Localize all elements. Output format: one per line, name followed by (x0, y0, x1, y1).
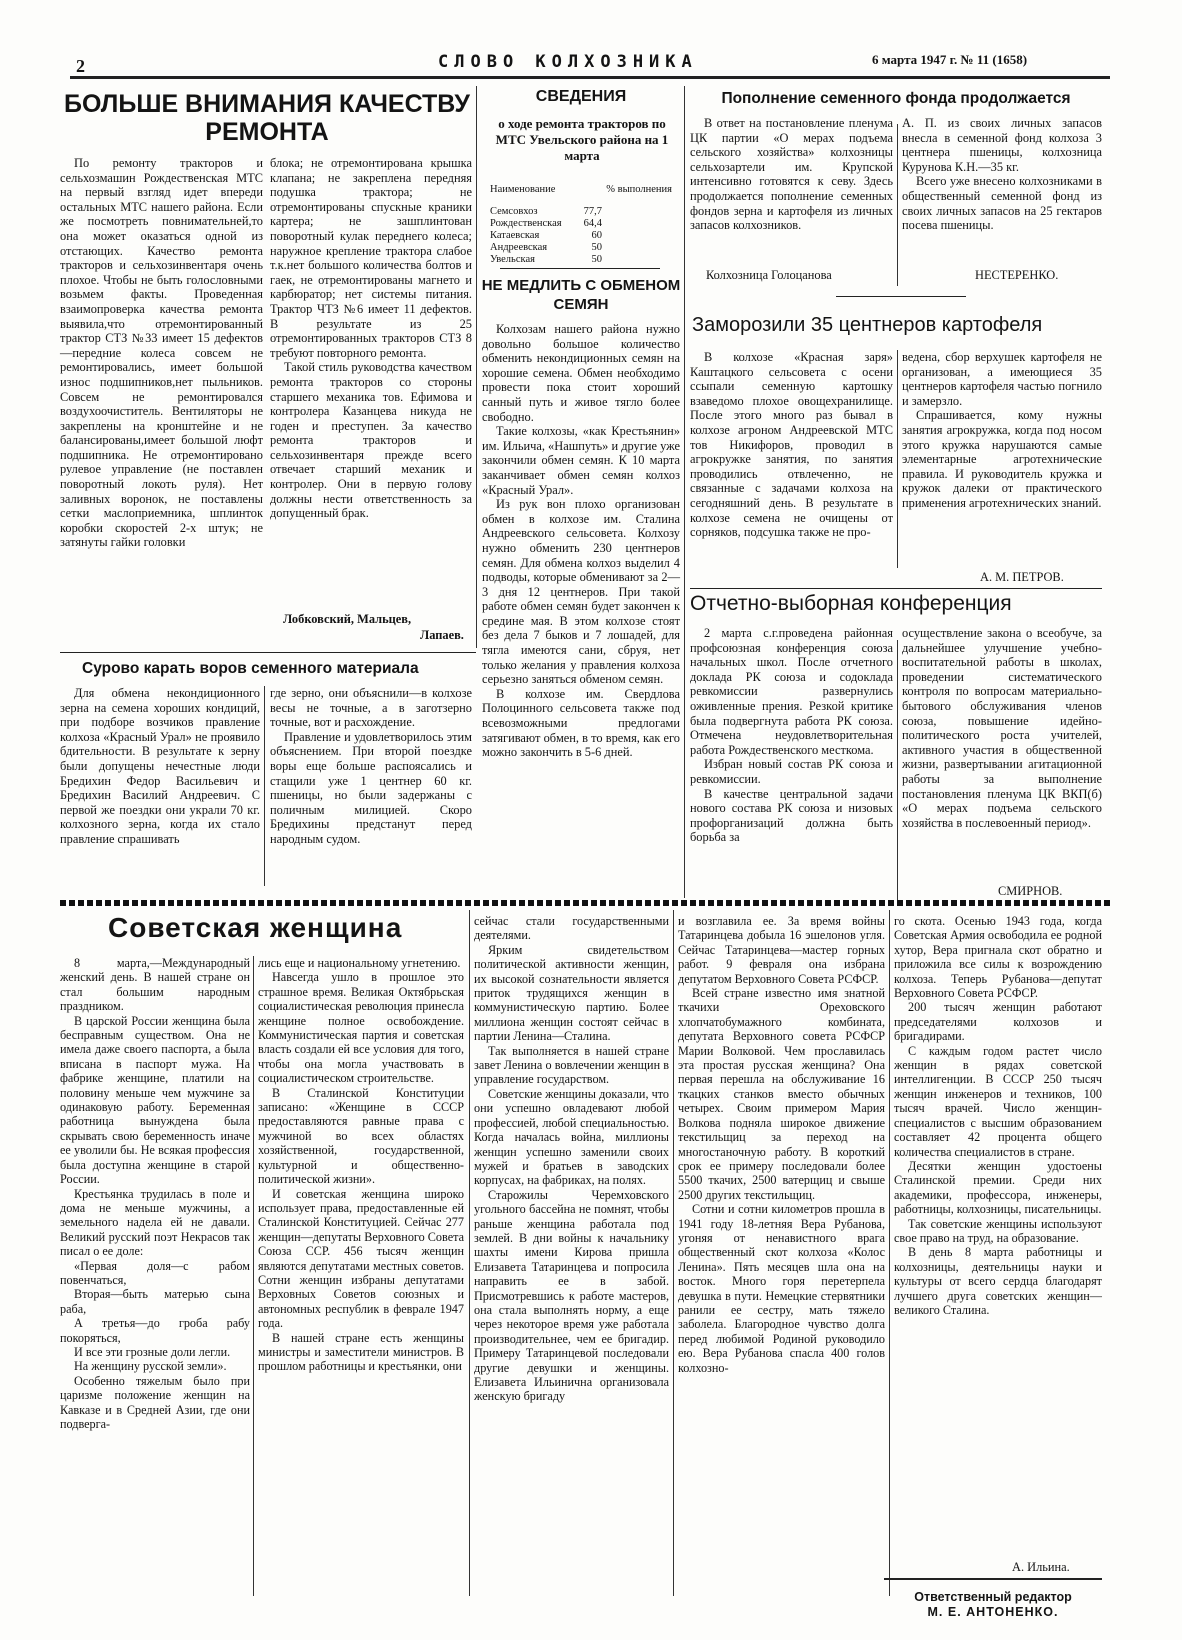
fond-rule (836, 296, 966, 297)
zamorozili-title: Заморозили 35 центнеров картофеля (692, 314, 1043, 336)
editor-block (884, 1590, 1102, 1620)
paragraph: Навсегда ушло в прошлое это страшное время. Великая Октябрьская социалистическая революция принесла женщине полное освобождение. Коммунистическая партия и советская власть создали ей все условия для того, чтобы она могла участвовать в социалистическом строительстве. (258, 970, 464, 1086)
paragraph: Так советские женщины используют свое право на труд, на образование. (894, 1216, 1102, 1245)
table-header-name: Наименование (490, 184, 556, 195)
col-rule-z1 (253, 956, 254, 1596)
paragraph: Спрашивается, кому нужны занятия агрокружка, когда под носом этого кружка нарушаются самые элементарные агротехнические правила. И руководитель кружка и кружок далеки от практического применения агротехнических знаний. (902, 408, 1102, 510)
paragraph: Старожилы Черемховского угольного бассейна не помнят, чтобы раньше женщина работала под землей. В дни войны к начальнику шахты имени Кирова пришла Елизавета Татаринцева и попросила направить ее в забой. Присмотревшись к работе мастеров, она стала выполнять норму, а еще через некоторое время уже работала производительнее, чем ее бригадир. Примеру Татаринцевой последовали другие девушки и женщины. Елизавета Ильинична организовала женскую бригаду (474, 1187, 669, 1404)
col-rule-1 (476, 86, 477, 648)
paragraph: Всего уже внесено колхозниками в общественный семенной фонд из своих личных запасов на 25 гектаров посева пшеницы. (902, 174, 1102, 233)
paragraph: Сотни и сотни километров прошла в 1941 году 18-летняя Вера Рубанова, угоняя от ненавистного врага общественный скот колхоза «Колос Ленина». Пять месяцев шла она на восток. Много горя перетерпела девушка в пути. Немецкие стервятники ранили ее сестру, мать тяжело заболела. Благородное чувство долга перед любимой Родиной руководило ею. Вера Рубанова спасла 400 голов колхозно- (678, 1202, 885, 1375)
paragraph: Избран новый состав РК союза и ревкомиссии. (690, 757, 893, 786)
paragraph: Всей стране известно имя знатной ткачихи Ореховского хлопчатобумажного комбината, депутата Верховного совета РСФСР Марии Волковой. Чем прославилась эта простая русская женщина? Она первая перешла на обслуживание 16 ткацких станков вместо обычных четырех. Своим примером Мария Волкова подняла широкое движение текстильщиц за переход на многостаночную работу. В короткий срок ее примеру последовали более 5500 ткачих, 2500 ватерщиц и свыше 2500 других текстильщиц. (678, 986, 885, 1202)
fond-signature-1: Колхозница Голоцанова (706, 268, 832, 282)
col-rule-3 (897, 124, 898, 286)
col-rule-z3 (673, 910, 674, 1596)
table-header-pct: % выполнения (606, 184, 672, 195)
verse-line: Вторая—быть матерью сына раба, (60, 1287, 250, 1316)
paragraph: блока; не отремонтирована крышка клапана; не закреплена передняя подушка трактора; не отремонтированы спускные краники картера; не зашплинтован поворотный кулак переднего колеса; наружное крепление трактора слабое т.к.нет большого количества болтов и гаек, не отремонтированы магнето и карбюратор; нет системы питания. Трактор ЧТЗ №6 имеет 11 дефектов. В результате из 25 отремонтированных тракторов СТЗ 8 требуют повторного ремонта. (270, 156, 472, 360)
editor-label: Ответственный редактор (914, 1590, 1072, 1604)
paragraph: По ремонту тракторов и сельхозмашин Рождественская МТС на первый взгляд идет впереди остальных МТС нашего района. Если же посмотреть повнимательней,то она может оказаться одной из отстающих. Качество ремонта тракторов и сельхозинвентаря очень плохое. Чтобы не быть голословными возьмем факты. Проведенная взаимопроверка качества ремонта выявила,что отремонтированный трактор СТЗ №33 имеет 15 дефектов—передние колеса совсем не ремонтировались, имеет большой износ подшипников,нет пыльников. Совсем не ремонтировался воздухоочиститель. Вентиляторы не закреплены на кронштейне и не балансированы,имеет большой люфт подшипника. Не отремонтировано рулевое управление (не поставлен поворотный локоть руля). Нет заливных воронок, не поставлены сетки маслоприемника, шплинток коробки скоростей 2-х штук; не затянуты гайки головки (60, 156, 263, 550)
article-repair-title-line1: БОЛЬШЕ ВНИМАНИЯ КАЧЕСТВУ (64, 90, 470, 118)
table-row: Рождественская 64,4 (490, 218, 602, 229)
konf-title: Отчетно-выборная конференция (690, 592, 1012, 615)
vory-col2 (270, 686, 472, 847)
paragraph: 8 марта,—Международный женский день. В нашей стране он стал большим народным праздником. (60, 956, 250, 1014)
svedeniya-subtitle: о ходе ремонта тракторов по МТС Увельского района на 1 марта (495, 116, 669, 163)
table-row: Увельская 50 (490, 254, 602, 265)
paragraph: Колхозам нашего района нужно довольно большое количество обменить некондиционных семян на хорошие семена. Обмен необходимо провести пока стоит хороший санный путь и живое тягло более свободно. (482, 322, 680, 424)
fond-col2 (902, 116, 1102, 233)
table-header-row (488, 184, 674, 196)
paragraph: Ярким свидетельством политической активности женщин, их высокой сознательности является приток трудящихся женщин в коммунистическую партию. Более миллиона женщин состоят сейчас в партии Ленина—Сталина. (474, 942, 669, 1044)
zhenshchina-col5 (894, 914, 1102, 1317)
zamorozili-rule (690, 588, 1102, 589)
paragraph: В царской России женщина была бесправным существом. Она не имела даже своего паспорта, а была вписана в паспорт мужа. На фабрике женщине, платили на половину меньше чем мужчине за одинаковую работу. Беременная работница вынуждена была скрывать свою беременность иначе ее уволили бы. Не всякая профессия была доступна женщине в старой России. (60, 1013, 250, 1187)
vory-top-rule (60, 652, 476, 653)
paragraph: В ответ на постановление пленума ЦК партии «О мерах подъема сельского хозяйства» колхозницы сельхозартели им. Крупской интенсивно готовятся к севу. Здесь продолжается пополнение семенных фондов зерна и картофеля из личных запасов колхозников. (690, 116, 893, 233)
verse-line: На женщину русской земли». (74, 1359, 227, 1374)
zhenshchina-col3 (474, 914, 669, 1404)
obmen-body (482, 322, 680, 760)
vory-title: Сурово карать воров семенного материала (82, 660, 419, 677)
col-rule-4 (897, 350, 898, 568)
editor-rule (884, 1578, 1102, 1580)
verse-line: И все эти грозные доли легли. (74, 1344, 231, 1359)
obmen-title: НЕ МЕДЛИТЬ С ОБМЕНОМ СЕМЯН (481, 277, 681, 313)
verse-line: А третья—до гроба рабу покоряться, (60, 1316, 250, 1345)
col-rule-5 (897, 640, 898, 902)
col-rule-z2 (469, 910, 470, 1596)
zamorozili-signature: А. М. ПЕТРОВ. (980, 570, 1064, 584)
article-repair-signature-2: Лапаев. (420, 628, 464, 642)
paragraph: ведена, сбор верхушек картофеля не организован, а имеющиеся 35 центнеров картофеля частью погнило и замерзло. (902, 350, 1102, 408)
article-repair-col1 (60, 156, 263, 550)
paragraph: В Сталинской Конституции записано: «Женщине в СССР предоставляются равные права с мужчиной во всех областях хозяйственной, государственной, культурной и общественно-политической жизни». (258, 1085, 464, 1187)
zamorozili-col2 (902, 350, 1102, 511)
paragraph: Советские женщины доказали, что они успешно овладевают любой профессией, любой специальностью. Когда началась война, миллионы женщин успешно заменили своих мужей и братьев в заводских корпусах, на фабриках, на полях. (474, 1086, 669, 1188)
table-row: Андреевская 50 (490, 242, 602, 253)
paragraph: А. П. из своих личных запасов внесла в семенной фонд колхоза 3 центнера пшеницы, колхозница Курунова К.Н.—35 кг. (902, 116, 1102, 174)
paragraph: Правление и удовлетворилось этим объяснением. При второй поездке воры еще больше распоясались и стащили уже 1 центнер 60 кг. пшеницы, но были задержаны с поличным милицией. Скоро Бредихины предстанут перед народным судом. (270, 729, 472, 846)
paragraph: где зерно, они объяснили—в колхозе весы не точные, а в заготзерно точные, вот и расхождение. (270, 686, 472, 730)
svedeniya-title: СВЕДЕНИЯ (535, 88, 627, 105)
page-number: 2 (76, 56, 85, 76)
zhenshchina-title: Советская женщина (108, 912, 403, 943)
paragraph: сейчас стали государственными деятелями. (474, 914, 669, 943)
paragraph: и возглавила ее. За время войны Татаринцева добыла 16 эшелонов угля. Сейчас Татаринцева—мастер горных работ. 9 февраля она избрана депутатом Верховного Совета РСФСР. (678, 914, 885, 986)
article-repair-title (60, 90, 474, 146)
paragraph: Крестьянка трудилась в поле и дома не меньше мужчины, а земельного надела ей не давали. Великий русский поэт Некрасов так писал о ее доле: (60, 1186, 250, 1259)
paragraph: 200 тысяч женщин работают председателями колхозов и бригадирами. (894, 1000, 1102, 1044)
fond-signature-2: НЕСТЕРЕНКО. (975, 268, 1059, 282)
zhenshchina-col4 (678, 914, 885, 1375)
zhenshchina-col1 (60, 956, 250, 1431)
paragraph: В день 8 марта работницы и колхозницы, деятельницы науки и культуры от всего сердца благодарят лучшего друга советских женщин—великого Сталина. (894, 1245, 1102, 1317)
article-repair-col2 (270, 156, 472, 521)
section-divider (60, 900, 1110, 906)
article-repair-title-line2: РЕМОНТА (205, 118, 329, 146)
paragraph: Десятки женщин удостоены Сталинской премии. Среди них академики, профессора, инженеры, работницы, колхозницы, писательницы. (894, 1158, 1102, 1217)
issue-date: 6 марта 1947 г. № 11 (1658) (872, 52, 1028, 67)
fond-title: Пополнение семенного фонда продолжается (721, 90, 1071, 107)
article-repair-signature-1: Лобковский, Мальцев, (283, 612, 412, 626)
konf-signature: СМИРНОВ. (998, 884, 1063, 898)
verse-line: «Первая доля—с рабом повенчаться, (60, 1258, 250, 1287)
paragraph: Для обмена некондиционного зерна на семена хороших кондиций, при подборе возчиков правление колхоза «Красный Урал» не проявило бдительности. В результате к зерну были допущены нечестные люди Бредихин Федор Васильевич и Бредихин Василий Андреевич. С первой же поездки они украли 70 кг. колхозного зерна, когда их стало правление спрашивать (60, 686, 260, 846)
masthead-rule (70, 76, 1110, 79)
col-rule-z4 (889, 910, 890, 1596)
paragraph: В качестве центральной задачи нового состава РК союза и низовых профорганизаций должна быть борьба за (690, 786, 893, 845)
paragraph: лись еще и национальному угнетению. (258, 956, 461, 970)
paragraph: В колхозе «Красная заря» Каштацкого сельсовета с осени ссыпали семенную картошку взаведомо плохое овощехранилище. После этого много раз бывал в колхозе агроном Андреевской МТС тов Никифоров, проводил в агрокружке занятия, по занятия проводились отвлеченно, не связанные с задачами колхоза на сегодняшний день. В результате в колхозе семена не очищены от сорняков, подсушка также не про- (690, 350, 893, 540)
paragraph: Такие колхозы, «как Крестьянин» им. Ильича, «Нашпуть» и другие уже закончили обмен семян. К 10 марта заканчивает обмен семян колхоз «Красный Урал». (482, 424, 680, 497)
zhenshchina-signature: А. Ильина. (1012, 1560, 1070, 1574)
svedeniya-table (488, 184, 674, 266)
paragraph: В нашей стране есть женщины министры и заместители министров. В прошлом работницы и крестьянки, они (258, 1330, 464, 1374)
vory-col1 (60, 686, 260, 847)
konf-col1 (690, 626, 893, 845)
paragraph: осуществление закона о всеобуче, за дальнейшее улучшение учебно-воспитательной работы в школах, проведении систематического контроля по вопросам материально-бытового обслуживания членов союза, повышение идейно-политического роста учителей, активного участия в общественной жизни, развертывании агитационной работы за выполнение постановления пленума ЦК ВКП(б) «О мерах подъема сельского хозяйства в послевоенный период». (902, 626, 1102, 830)
paragraph: С каждым годом растет число женщин в рядах советской интеллигенции. В СССР 250 тысяч женщин инженеров и техников, 100 тысяч врачей. Число женщин-специалистов с высшим образованием составляет 42 процента общего количества специалистов в стране. (894, 1043, 1102, 1159)
paragraph: Так выполняется в нашей стране завет Ленина о вовлечении женщин в управление государством. (474, 1043, 669, 1087)
paragraph: Такой стиль руководства качеством ремонта тракторов со стороны старшего механика тов. Ефимова и контролера Казанцева никуда не годен и преступен. За качество ремонта тракторов и сельхозинвентаря прежде всего отвечает старший механик и контролер. Они в первую голову должны нести ответственность за допущенный брак. (270, 360, 472, 521)
svedeniya-rule (500, 268, 660, 269)
paragraph: 2 марта с.г.проведена районная профсоюзная конференция союза начальных школ. После отчетного доклада РК союза и содоклада ревкомиссии развернулись оживленные прения. Резкой критике была подвергнута работа РК союза. Отмечена неудовлетворительная работа Рождественского месткома. (690, 626, 893, 757)
zamorozili-col1 (690, 350, 893, 540)
fond-col1 (690, 116, 893, 233)
zhenshchina-col2 (258, 956, 464, 1374)
col-rule-6 (264, 686, 265, 886)
paragraph: Из рук вон плохо организован обмен в колхозе им. Сталина Андреевского сельсовета. Колхозу нужно обменить 230 центнеров семян. Для обмена колхоз выделил 4 подводы, которые обменивают за 2—3 дня 12 центнеров. При такой работе обмен семян будет закончен к средине мая. В этом колхозе стоят без дела 7 быков и 7 лошадей, для тягла имеются сани, сбруя, нет только желания у правления колхоза серьезно заняться обменом семян. (482, 497, 680, 687)
table-row: Катаевская 60 (490, 230, 602, 241)
paragraph: го скота. Осенью 1943 года, когда Советская Армия освободила ее родной хутор, Вера пригнала скот обратно и приложила все силы к возрождению колхоза. Теперь Рубанова—депутат Верховного Совета РСФСР. (894, 914, 1102, 1001)
paragraph: И советская женщина широко использует права, предоставленные ей Сталинской Конституцией. Сейчас 277 женщин—депутаты Верховного Совета Союза ССР. 456 тысяч женщин являются депутатами местных советов. Сотни женщин избраны депутатами Верховных Советов союзных и автономных республик в феврале 1947 года. (258, 1186, 464, 1331)
paragraph: Особенно тяжелым было при царизме положение женщин на Кавказе и в Средней Азии, где они подверга- (60, 1373, 250, 1431)
konf-col2 (902, 626, 1102, 830)
table-row: Семсовхоз 77,7 (490, 206, 602, 217)
editor-name: М. Е. АНТОНЕНКО. (927, 1605, 1059, 1619)
paragraph: В колхозе им. Свердлова Полоцинного сельсовета также под всевозможными предлогами затягивают обмен, в то время, как его можно закончить в 5-6 дней. (482, 686, 680, 760)
paper-title: СЛОВО КОЛХОЗНИКА (438, 52, 698, 72)
col-rule-2 (684, 86, 685, 898)
